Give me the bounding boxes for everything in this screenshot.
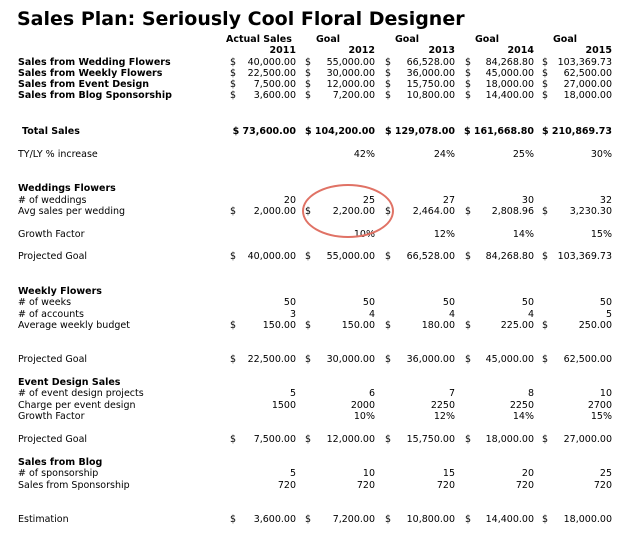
- row-value: 36,000.00: [406, 354, 455, 365]
- summary-value: 36,000.00: [406, 68, 455, 79]
- currency-sign: $: [385, 206, 392, 217]
- currency-sign: $: [230, 79, 237, 90]
- row-value: 25: [599, 468, 612, 479]
- currency-sign: $: [305, 514, 312, 525]
- row-label: Projected Goal: [18, 354, 88, 365]
- row-value: 20: [521, 468, 534, 479]
- currency-sign: $: [465, 79, 472, 90]
- column-header-label: Goal: [316, 34, 340, 45]
- tyly-value: 25%: [512, 149, 534, 160]
- row-value: 150.00: [341, 320, 375, 331]
- row-value: 50: [521, 297, 534, 308]
- currency-sign: $: [230, 251, 237, 262]
- row-value: 250.00: [578, 320, 612, 331]
- summary-value: 18,000.00: [563, 90, 612, 101]
- row-value: 5: [605, 309, 612, 320]
- total-sales-label: Total Sales: [22, 126, 80, 137]
- row-value: 7,200.00: [332, 514, 375, 525]
- row-value: 720: [356, 480, 375, 491]
- row-value: 6: [368, 388, 375, 399]
- row-value: 50: [442, 297, 455, 308]
- row-value: 50: [283, 297, 296, 308]
- summary-value: 103,369.73: [557, 57, 612, 68]
- currency-sign: $: [542, 90, 549, 101]
- highlight-circle: [302, 184, 394, 238]
- row-value: 3: [289, 309, 296, 320]
- row-value: 15,750.00: [406, 434, 455, 445]
- currency-sign: $: [305, 206, 312, 217]
- row-value: 15: [442, 468, 455, 479]
- row-value: 720: [436, 480, 455, 491]
- row-label: Projected Goal: [18, 434, 88, 445]
- currency-sign: $: [230, 354, 237, 365]
- row-label: Average weekly budget: [18, 320, 130, 331]
- column-header-label: Goal: [395, 34, 419, 45]
- summary-value: 12,000.00: [326, 79, 375, 90]
- row-value: 720: [593, 480, 612, 491]
- currency-sign: $: [230, 206, 237, 217]
- summary-row-label: Sales from Weekly Flowers: [18, 68, 163, 79]
- row-value: 103,369.73: [557, 251, 612, 262]
- row-value: 40,000.00: [247, 251, 296, 262]
- currency-sign: $: [385, 57, 392, 68]
- currency-sign: $: [542, 206, 549, 217]
- section-heading: Sales from Blog: [18, 457, 103, 468]
- currency-sign: $: [465, 57, 472, 68]
- row-value: 5: [289, 468, 296, 479]
- row-value: 84,268.80: [485, 251, 534, 262]
- total-sales-value: $ 161,668.80: [463, 126, 534, 137]
- row-value: 4: [368, 309, 375, 320]
- summary-value: 30,000.00: [326, 68, 375, 79]
- column-header-year: 2011: [269, 45, 296, 56]
- currency-sign: $: [542, 68, 549, 79]
- row-value: 50: [599, 297, 612, 308]
- summary-value: 55,000.00: [326, 57, 375, 68]
- row-label: # of event design projects: [18, 388, 144, 399]
- section-heading: Weddings Flowers: [18, 183, 116, 194]
- row-value: 10%: [353, 229, 375, 240]
- row-value: 12%: [433, 229, 455, 240]
- row-value: 3,600.00: [253, 514, 296, 525]
- currency-sign: $: [542, 320, 549, 331]
- row-value: 25: [362, 195, 375, 206]
- currency-sign: $: [465, 434, 472, 445]
- currency-sign: $: [305, 90, 312, 101]
- currency-sign: $: [385, 79, 392, 90]
- currency-sign: $: [305, 434, 312, 445]
- row-value: 12%: [433, 411, 455, 422]
- row-value: 18,000.00: [563, 514, 612, 525]
- summary-row-label: Sales from Wedding Flowers: [18, 57, 171, 68]
- row-value: 10: [362, 468, 375, 479]
- currency-sign: $: [542, 57, 549, 68]
- row-value: 10%: [353, 411, 375, 422]
- row-value: 1500: [271, 400, 296, 411]
- currency-sign: $: [230, 514, 237, 525]
- currency-sign: $: [305, 251, 312, 262]
- currency-sign: $: [385, 68, 392, 79]
- summary-value: 84,268.80: [485, 57, 534, 68]
- row-value: 4: [527, 309, 534, 320]
- currency-sign: $: [465, 251, 472, 262]
- row-value: 2,464.00: [412, 206, 455, 217]
- row-value: 14%: [512, 229, 534, 240]
- row-value: 3,230.30: [569, 206, 612, 217]
- section-heading: Weekly Flowers: [18, 286, 102, 297]
- row-value: 2700: [587, 400, 612, 411]
- summary-value: 66,528.00: [406, 57, 455, 68]
- row-value: 62,500.00: [563, 354, 612, 365]
- summary-value: 15,750.00: [406, 79, 455, 90]
- currency-sign: $: [230, 90, 237, 101]
- row-value: 27,000.00: [563, 434, 612, 445]
- currency-sign: $: [305, 57, 312, 68]
- currency-sign: $: [542, 354, 549, 365]
- column-header-label: Goal: [553, 34, 577, 45]
- summary-row-label: Sales from Event Design: [18, 79, 150, 90]
- row-value: 5: [289, 388, 296, 399]
- row-value: 2,000.00: [253, 206, 296, 217]
- currency-sign: $: [385, 320, 392, 331]
- row-label: Growth Factor: [18, 229, 85, 240]
- row-value: 55,000.00: [326, 251, 375, 262]
- row-value: 2000: [350, 400, 375, 411]
- row-label: Sales from Sponsorship: [18, 480, 130, 491]
- summary-value: 45,000.00: [485, 68, 534, 79]
- summary-row-label: Sales from Blog Sponsorship: [18, 90, 172, 101]
- currency-sign: $: [542, 434, 549, 445]
- total-sales-value: $ 210,869.73: [541, 126, 612, 137]
- row-value: 15%: [590, 229, 612, 240]
- row-value: 50: [362, 297, 375, 308]
- currency-sign: $: [542, 514, 549, 525]
- row-value: 7,500.00: [253, 434, 296, 445]
- column-header-label: Goal: [475, 34, 499, 45]
- row-value: 22,500.00: [247, 354, 296, 365]
- row-value: 18,000.00: [485, 434, 534, 445]
- currency-sign: $: [385, 251, 392, 262]
- row-value: 150.00: [262, 320, 296, 331]
- row-value: 66,528.00: [406, 251, 455, 262]
- currency-sign: $: [385, 434, 392, 445]
- row-value: 180.00: [421, 320, 455, 331]
- row-value: 2250: [509, 400, 534, 411]
- row-value: 14%: [512, 411, 534, 422]
- row-value: 30,000.00: [326, 354, 375, 365]
- currency-sign: $: [305, 320, 312, 331]
- currency-sign: $: [465, 354, 472, 365]
- currency-sign: $: [230, 434, 237, 445]
- row-label: Avg sales per wedding: [18, 206, 126, 217]
- tyly-label: TY/LY % increase: [18, 149, 98, 160]
- row-label: Projected Goal: [18, 251, 88, 262]
- currency-sign: $: [305, 354, 312, 365]
- currency-sign: $: [465, 206, 472, 217]
- currency-sign: $: [385, 90, 392, 101]
- currency-sign: $: [465, 68, 472, 79]
- row-value: 27: [442, 195, 455, 206]
- row-value: 2,200.00: [332, 206, 375, 217]
- row-value: 2250: [430, 400, 455, 411]
- section-heading: Event Design Sales: [18, 377, 121, 388]
- summary-value: 40,000.00: [247, 57, 296, 68]
- currency-sign: $: [385, 514, 392, 525]
- column-header-year: 2013: [428, 45, 455, 56]
- summary-value: 22,500.00: [247, 68, 296, 79]
- total-sales-value: $ 129,078.00: [384, 126, 455, 137]
- currency-sign: $: [465, 320, 472, 331]
- row-value: 15%: [590, 411, 612, 422]
- row-value: 10: [599, 388, 612, 399]
- row-value: 30: [521, 195, 534, 206]
- row-value: 4: [448, 309, 455, 320]
- row-label: Estimation: [18, 514, 69, 525]
- total-sales-value: $ 104,200.00: [304, 126, 375, 137]
- tyly-value: 24%: [433, 149, 455, 160]
- summary-value: 3,600.00: [253, 90, 296, 101]
- tyly-value: 30%: [590, 149, 612, 160]
- summary-value: 14,400.00: [485, 90, 534, 101]
- column-header-year: 2015: [585, 45, 612, 56]
- currency-sign: $: [465, 514, 472, 525]
- summary-value: 7,500.00: [253, 79, 296, 90]
- row-value: 2,808.96: [491, 206, 534, 217]
- currency-sign: $: [230, 320, 237, 331]
- row-value: 45,000.00: [485, 354, 534, 365]
- currency-sign: $: [230, 57, 237, 68]
- column-header-year: 2014: [507, 45, 534, 56]
- total-sales-value: $ 73,600.00: [232, 126, 296, 137]
- row-value: 14,400.00: [485, 514, 534, 525]
- row-label: # of accounts: [18, 309, 84, 320]
- row-label: # of weddings: [18, 195, 87, 206]
- row-value: 225.00: [500, 320, 534, 331]
- column-header-year: 2012: [348, 45, 375, 56]
- currency-sign: $: [385, 354, 392, 365]
- row-value: 8: [527, 388, 534, 399]
- row-value: 20: [283, 195, 296, 206]
- currency-sign: $: [305, 79, 312, 90]
- currency-sign: $: [230, 68, 237, 79]
- row-value: 12,000.00: [326, 434, 375, 445]
- row-value: 720: [277, 480, 296, 491]
- summary-value: 62,500.00: [563, 68, 612, 79]
- row-label: # of weeks: [18, 297, 72, 308]
- currency-sign: $: [465, 90, 472, 101]
- summary-value: 18,000.00: [485, 79, 534, 90]
- currency-sign: $: [542, 251, 549, 262]
- row-label: Charge per event design: [18, 400, 136, 411]
- row-value: 7: [448, 388, 455, 399]
- tyly-value: 42%: [353, 149, 375, 160]
- summary-value: 7,200.00: [332, 90, 375, 101]
- summary-value: 10,800.00: [406, 90, 455, 101]
- summary-value: 27,000.00: [563, 79, 612, 90]
- currency-sign: $: [542, 79, 549, 90]
- row-label: Growth Factor: [18, 411, 85, 422]
- row-value: 10,800.00: [406, 514, 455, 525]
- row-value: 32: [599, 195, 612, 206]
- row-value: 720: [515, 480, 534, 491]
- column-header-label: Actual Sales: [226, 34, 292, 45]
- row-label: # of sponsorship: [18, 468, 99, 479]
- currency-sign: $: [305, 68, 312, 79]
- page-title: Sales Plan: Seriously Cool Floral Designer: [17, 8, 465, 30]
